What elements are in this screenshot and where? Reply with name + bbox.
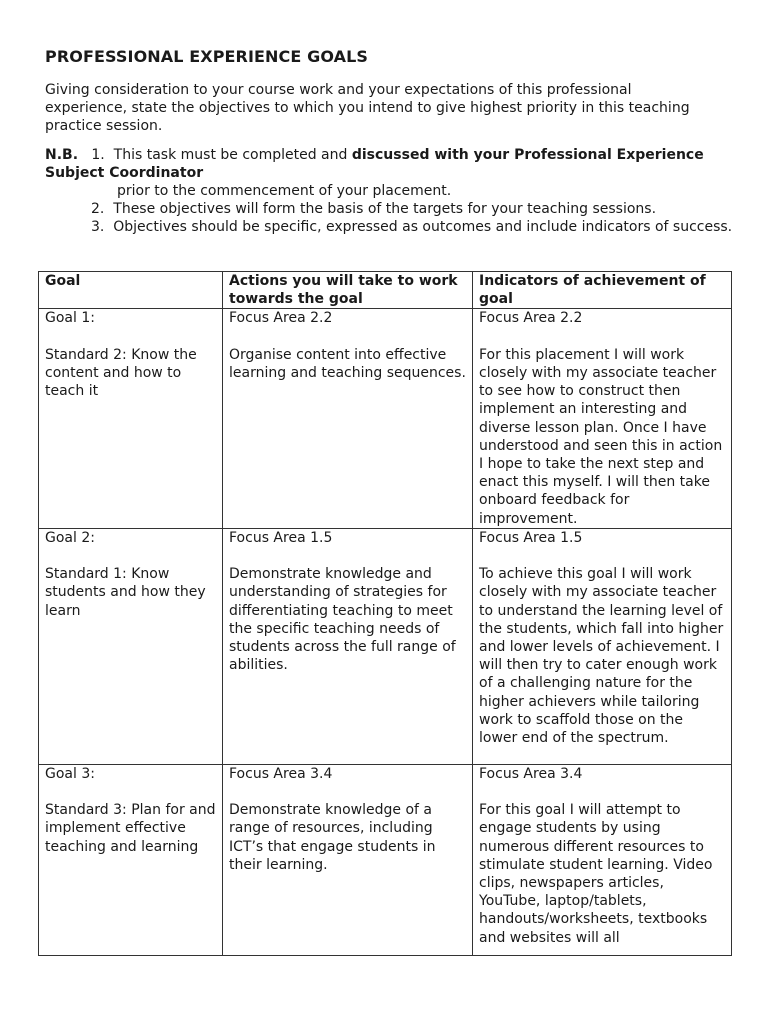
action-cell <box>223 528 473 764</box>
goal-label: Goal 2: <box>45 529 95 546</box>
action-text: Organise content into effective learning and teaching sequences. <box>229 346 466 381</box>
header-actions: Actions you will take to work towards the goal <box>223 272 473 309</box>
document-page <box>45 46 735 237</box>
goal-standard: Standard 3: Plan for and implement effective teaching and learning <box>45 802 216 855</box>
indicator-cell <box>473 764 732 955</box>
nb-item-3 <box>45 218 735 236</box>
header-goal: Goal <box>39 272 223 309</box>
nb-item-1-bold: discussed with your Professional Experience Subject Coordinator <box>45 146 704 181</box>
action-text: Demonstrate knowledge and understanding of strategies for differentiating teaching to meet the specific teaching needs of students across the full range of abilities. <box>229 566 456 674</box>
table-row <box>39 764 732 955</box>
nb-item-2-text: These objectives will form the basis of the targets for your teaching sessions. <box>113 201 657 218</box>
focus-area: Focus Area 3.4 <box>229 765 333 782</box>
action-cell <box>223 309 473 528</box>
nb-item-1-text: This task must be completed and <box>113 146 348 163</box>
indicator-focus-area: Focus Area 1.5 <box>479 529 583 546</box>
table-header-row <box>39 272 732 309</box>
page-title: PROFESSIONAL EXPERIENCE GOALS <box>45 47 368 66</box>
indicator-focus-area: Focus Area 2.2 <box>479 310 583 327</box>
nb-label: N.B. <box>45 146 79 163</box>
goal-standard: Standard 2: Know the content and how to teach it <box>45 346 197 400</box>
action-text: Demonstrate knowledge of a range of resources, including ICT’s that engage students in their learning. <box>229 802 436 873</box>
table-row <box>39 309 732 528</box>
table-row <box>39 528 732 764</box>
focus-area: Focus Area 2.2 <box>229 310 333 327</box>
nb-section <box>45 146 735 237</box>
action-cell <box>223 764 473 955</box>
goal-label: Goal 3: <box>45 765 95 782</box>
intro-paragraph: Giving consideration to your course work and your expectations of this professional experience, state the objectives to which you intend to give highest priority in this teaching practice session. <box>45 82 690 135</box>
indicator-text: For this placement I will work closely with my associate teacher to see how to construct then implement an interesting and diverse lesson plan. Once I have understood and seen this in action I hope to take the next step and enact this myself. I will then take onboard feedback for improvement. <box>479 346 723 527</box>
nb-item-2 <box>45 200 735 218</box>
goal-cell <box>39 528 223 764</box>
indicator-focus-area: Focus Area 3.4 <box>479 765 583 782</box>
goal-standard: Standard 1: Know students and how they learn <box>45 566 206 619</box>
nb-item-2-number: 2. <box>91 201 105 218</box>
nb-item-1 <box>45 146 735 182</box>
indicator-cell <box>473 309 732 528</box>
goal-cell <box>39 764 223 955</box>
goal-cell <box>39 309 223 528</box>
nb-item-1-continuation: prior to the commencement of your placement. <box>117 183 452 200</box>
nb-item-3-number: 3. <box>91 219 105 236</box>
indicator-text: For this goal I will attempt to engage students by using numerous different resources to stimulate student learning. Video clips, newspapers articles, YouTube, laptop/tablets, handouts/worksheets, textbooks and websites will all <box>479 802 713 946</box>
nb-item-3-text: Objectives should be specific, expressed as outcomes and include indicators of success. <box>113 219 733 236</box>
goal-label: Goal 1: <box>45 310 95 327</box>
nb-item-1-number: 1. <box>91 146 105 163</box>
goals-table <box>38 271 732 956</box>
header-indicators: Indicators of achievement of goal <box>473 272 732 309</box>
indicator-text: To achieve this goal I will work closely with my associate teacher to understand the learning level of the students, which fall into higher and lower levels of achievement. I will then try to cater enough work of a challenging nature for the higher achievers while tailoring work to scaffold those on the lower end of the spectrum. <box>479 566 724 747</box>
indicator-cell <box>473 528 732 764</box>
focus-area: Focus Area 1.5 <box>229 529 333 546</box>
